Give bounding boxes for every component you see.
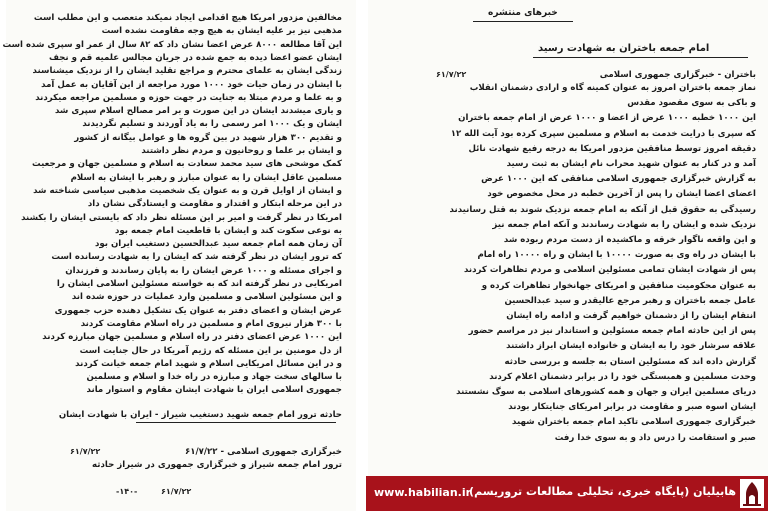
text-line: با سالهای سخت جهاد و مبارزه در راه خدا و اسلام و مسلمین: [86, 372, 342, 383]
text-line: آمد و در کنار به عنوان شهید محراب نام ایشان به ثبت رسید: [506, 159, 756, 169]
habilian-logo-icon: [740, 479, 764, 508]
text-line: پس از این حادثه امام جمعه مسئولین و استاندار نیز در مراسم حضور: [468, 326, 756, 337]
text-line: کمک موشحی های سید محمد سعادت به اسلام و مسلمین جهان و مرجعیت: [32, 159, 342, 170]
text-line: و در این مسائل امریکایی اسلام و شهید امام جمعه خیانت کردند: [75, 358, 342, 369]
text-line: ایشان عضو اعضا دیده به جمع شده در جریان مجالس علمیه قم و نجف: [48, 52, 342, 63]
text-line: علاقه سرشار خود را به ایشان و خانواده ایشان ابراز داشتند: [506, 341, 756, 352]
banner-title: هابیلیان (پایگاه خبری، تحلیلی مطالعات تروریسم): [469, 485, 736, 498]
text-line: این ۱۰۰۰ عرض اعضای دفتر در راه اسلام و مسلمین جهان مبارزه کردند: [42, 332, 342, 343]
right-page-text-lines: [368, 0, 768, 511]
text-line: دقیقه امروز توسط منافقین مزدور امریکا به درجه رفیع شهادت نائل: [468, 143, 756, 154]
text-line: مسلمین عاقل ایشان را به عنوان مبارز و رهبر با ایشان به اسلام: [70, 172, 342, 183]
text-line: مخالفین مزدور امریکا هیچ اقدامی ایجاد نمیکند متعصب و این مطلب است: [33, 13, 342, 23]
banner-url-link[interactable]: www.habilian.ir: [374, 486, 472, 499]
text-line: و باکی به سوی مقصود مقدس: [627, 98, 756, 109]
text-line: در این مرحله ابتکار و اقتدار و مقاومت و ایستادگی نشان داد: [87, 199, 342, 210]
document-page-left: [2, 0, 356, 511]
text-line: نزدیک شده و ایشان را به شهادت رساندند و آنکه امام جمعه نیز: [492, 219, 756, 230]
left-page-date-2: ۶۱/۷/۲۲: [161, 487, 192, 496]
text-line: با ۳۰۰ هزار نیروی امام و مسلمین در راه اسلام مقاومت کردند: [80, 318, 342, 329]
text-line: خبرگزاری جمهوری اسلامی تاکید امام جمعه باختران شهید: [512, 417, 756, 428]
text-line: به گزارش خبرگزاری جمهوری اسلامی منافقی که این ۱۰۰۰ عرض: [481, 174, 756, 185]
text-line: امریکا در نظر گرفت و امیر بر این مسئله نظر داد که بایستی ایشان را بکشند: [21, 212, 342, 223]
document-page-right: [368, 0, 768, 511]
text-line: و این مسئولین اسلامی و مسلمین وارد عملیات در حوزه شده اند: [71, 292, 342, 303]
left-page-sign-line-1: خبرگزاری جمهوری اسلامی - ۶۱/۷/۲۲: [185, 447, 342, 457]
text-line: و ایشان از اوایل قرن و به عنوان یک شخصیت مذهبی سیاسی شناخته شد: [33, 185, 342, 196]
text-line: به نوعی سکوت کند و ایشان با قاطعیت امام جمعه بود: [115, 225, 342, 236]
text-line: امریکایی در نظر گرفته اند که به خواسته مسئولین اسلامی ایشان را: [56, 279, 342, 289]
text-line: ایشان اسوه صبر و مقاومت در برابر امریکای جنایتکار بودند: [508, 402, 756, 413]
text-line: به عنوان محکومیت منافقین و امریکای جهانخوار تظاهرات کرده و: [481, 280, 756, 291]
text-line: و تقدیم ۳۰۰ هزار شهید در بین گروه ها و عوامل بیگانه از کشور: [74, 132, 342, 143]
text-line: و یاری میشدند ایشان در این صورت و بر امر مصالح اسلام سپری شد: [54, 106, 342, 117]
text-line: با ایشان در راه وی به صورت ۱۰۰۰۰ با ایشان و راه ۱۰۰۰۰ راه امام: [477, 250, 756, 261]
left-page-divider: [136, 422, 336, 423]
text-line: آن زمان همه امام جمعه سید عبدالحسین دستغیب ایران بود: [94, 239, 342, 250]
left-page-date-1: ۶۱/۷/۲۲: [70, 447, 101, 456]
right-page-dateline: باختران - خبرگزاری جمهوری اسلامی: [599, 70, 756, 80]
text-line: که سپری با درایت خدمت به اسلام و مسلمین سپری کرده بود آیت الله ۱۲: [450, 128, 756, 139]
page-gutter: [356, 0, 368, 511]
left-page-text-lines: [2, 0, 356, 511]
text-line: این ۱۰۰۰ خطبه ۱۰۰۰ عرض از اعضا و ۱۰۰۰ عرض از امام جمعه باختران: [458, 113, 756, 124]
left-page-sign-line-2: ترور امام جمعه شیراز و خبرگزاری جمهوری در شیراز حادثه: [92, 460, 342, 470]
text-line: ایشان و یک ۱۰۰۰ امر رسمی را به یاد آوردند و تسلیم نگردیدند: [82, 119, 342, 130]
text-line: صبر و استقامت را درس داد و به سوی خدا رفت: [554, 432, 756, 443]
text-line: نماز جمعه باختران امروز به عنوان کمینه گاه و ارادی دشمنان انقلاب: [469, 83, 756, 93]
text-line: جمهوری اسلامی ایران با شهادت ایشان مقاوم و استوار ماند: [86, 385, 342, 396]
text-line: دریای مسلمین ایران و جهان و همه کشورهای اسلامی به سوگ نشستند: [456, 387, 756, 397]
text-line: عامل جمعه باختران و رهبر مرجع عالیقدر و سید عبدالحسین: [504, 295, 756, 306]
text-line: و این واقعه ناگوار خرقه و ماکشیده از دست مردم ربوده شد: [503, 235, 756, 245]
text-line: اعضای اعضا ایشان را پس از آخرین خطبه در محل مخصوص خود: [487, 189, 756, 200]
text-line: که ترور ایشان در نظر گرفته شد که ایشان را به شهادت رسانده است: [51, 252, 342, 263]
text-line: عرض ایشان و اعضای دفتر به عنوان یک تشکیل دهنده حزب جمهوری: [54, 305, 342, 316]
text-line: با ایشان در زمان حیات خود ۱۰۰۰ مورد مراجعه از این آقایان به عمل آمد: [41, 79, 342, 90]
left-page-number: -۱۴۰-: [116, 487, 138, 496]
text-line: پس از شهادت ایشان تمامی مسئولین اسلامی و مردم تظاهرات کردند: [463, 265, 756, 276]
text-line: رسیدگی به حقوق قبل از آنکه به امام جمعه نزدیک شوند به قتل رسانیدند: [449, 204, 756, 215]
right-page-top-heading: خبرهای منتشره: [488, 8, 558, 18]
text-line: و اجرای مسئله و ۱۰۰۰ عرض ایشان را به پایان رساندند و فرزندان: [65, 265, 342, 276]
right-page-date: ۶۱/۷/۲۲: [436, 70, 467, 79]
left-page-footer-line: حادثه ترور امام جمعه شهید دستغیب شیراز - ایران با شهادت ایشان: [58, 410, 342, 420]
text-line: وحدت مسلمین و همبستگی خود را در برابر دشمنان اعلام کردند: [489, 371, 756, 382]
text-line: از دل مومنین بر این مسئله که رژیم آمریکا در حال جنایت است: [79, 345, 342, 356]
right-page-title: امام جمعه باختران به شهادت رسید: [538, 43, 710, 54]
text-line: این آقا مطالعه ۸۰۰۰ عرض اعضا نشان داد که ۸۲ سال از عمر او سپری شده است: [2, 39, 342, 50]
text-line: انتقام ایشان را از دشمنان خواهیم گرفت و ادامه راه ایشان: [506, 311, 756, 321]
text-line: و ایشان بر علما و روحانیون و مردم نظر داشتند: [141, 146, 342, 156]
text-line: و به علما و مردم مبتلا به جنایت در جهت حوزه و مسلمین مراجعه میکردند: [35, 92, 342, 103]
text-line: زندگی ایشان به علمای محترم و مراجع تقلید ایشان را از نزدیک میشناسند: [32, 66, 342, 77]
habilian-banner[interactable]: [366, 476, 768, 511]
text-line: گزارش داده اند که مسئولین استان به جلسه و بررسی حادثه: [504, 356, 756, 367]
text-line: مذهبی نیز بر علیه ایشان به هیچ وجه مقاومت نشده است: [101, 26, 342, 37]
